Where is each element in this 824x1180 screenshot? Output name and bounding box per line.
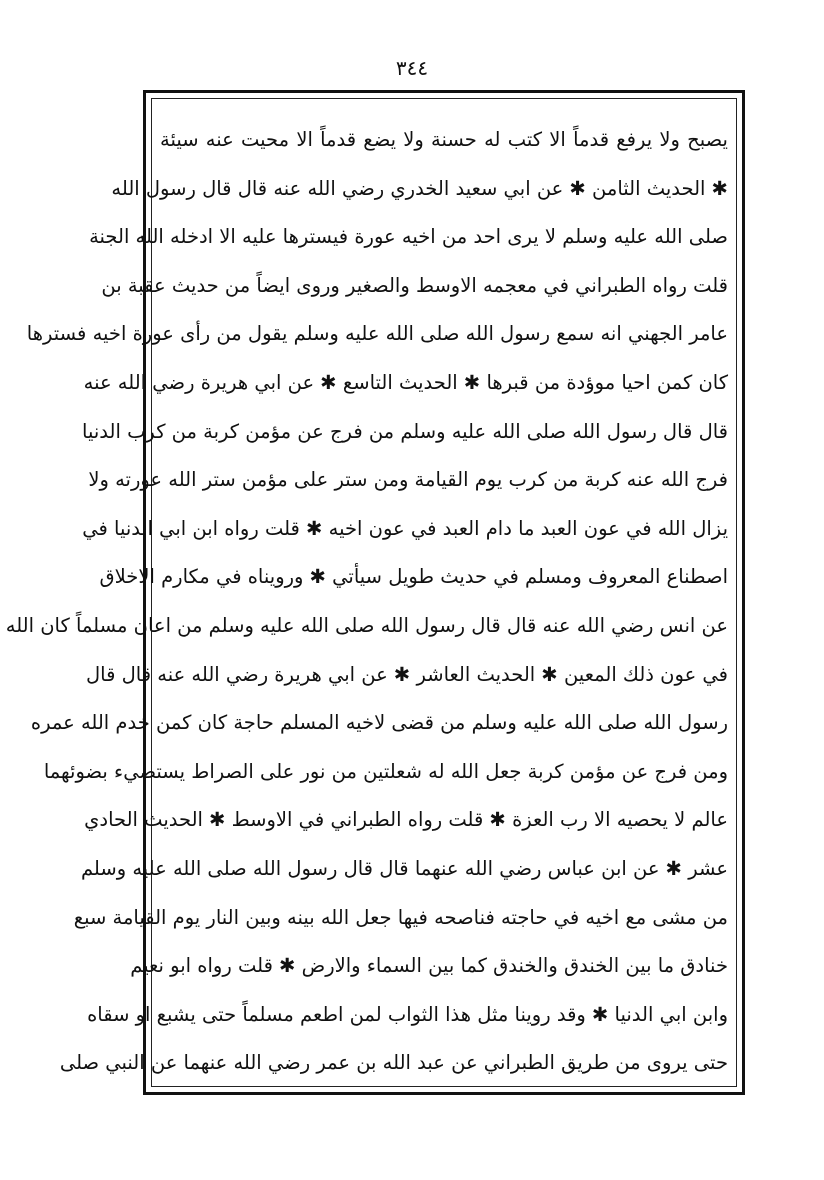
body-text [5,116,728,1088]
text-line: خنادق ما بين الخندق والخندق كما بين السماء والارض ✱ قلت رواه ابو نعيم [130,954,728,978]
text-line: عشر ✱ عن ابن عباس رضي الله عنهما قال قال رسول الله صلى الله عليه وسلم [80,856,728,880]
text-line: عن انس رضي الله عنه قال قال رسول الله صلى الله عليه وسلم من اعان مسلماً كان الله [5,613,728,637]
text-line: اصطناع المعروف ومسلم في حديث طويل سيأتي ✱ ورويناه في مكارم الاخلاق [99,565,728,589]
text-line: قال قال رسول الله صلى الله عليه وسلم من فرج عن مؤمن كربة من كرب الدنيا [82,419,728,443]
text-line: رسول الله صلى الله عليه وسلم من قضى لاخيه المسلم حاجة كان كمن خدم الله عمره [30,711,728,735]
text-line: كان كمن احيا موؤدة من قبرها ✱ الحديث التاسع ✱ عن ابي هريرة رضي الله عنه [83,370,728,394]
text-line: يصبح ولا يرفع قدماً الا كتب له حسنة ولا يضع قدماً الا محيت عنه سيئة [160,128,728,151]
text-line: فرج الله عنه كربة من كرب يوم القيامة ومن ستر على مؤمن ستر الله عورته ولا [88,468,728,492]
text-line: ✱ الحديث الثامن ✱ عن ابي سعيد الخدري رضي الله عنه قال قال رسول الله [111,176,728,200]
text-line: من مشى مع اخيه في حاجته فناصحه فيها جعل الله بينه وبين النار يوم القيامة سبع [73,905,728,929]
text-line: ومن فرج عن مؤمن كربة جعل الله له شعلتين من نور على الصراط يستضيء بضوئهما [43,759,728,783]
text-line: عامر الجهني انه سمع رسول الله صلى الله عليه وسلم يقول من رأى عورة اخيه فسترها [26,322,728,346]
text-line: في عون ذلك المعين ✱ الحديث العاشر ✱ عن ابي هريرة رضي الله عنه قال قال [85,662,728,686]
text-line: قلت رواه الطبراني في معجمه الاوسط والصغير وروى ايضاً من حديث عقبة بن [101,273,728,297]
page-number: ٣٤٤ [395,56,429,80]
text-line: يزال الله في عون العبد ما دام العبد في عون اخيه ✱ قلت رواه ابن ابي الدنيا في [82,516,728,540]
text-line: عالم لا يحصيه الا رب العزة ✱ قلت رواه الطبراني في الاوسط ✱ الحديث الحادي [84,808,728,832]
text-line: حتى يروى من طريق الطبراني عن عبد الله بن عمر رضي الله عنهما عن النبي صلى [59,1051,728,1075]
text-line: صلى الله عليه وسلم لا يرى احد من اخيه عورة فيسترها عليه الا ادخله الله الجنة [89,225,728,249]
text-line: وابن ابي الدنيا ✱ وقد روينا مثل هذا الثواب لمن اطعم مسلماً حتى يشبع او سقاه [87,1002,728,1026]
